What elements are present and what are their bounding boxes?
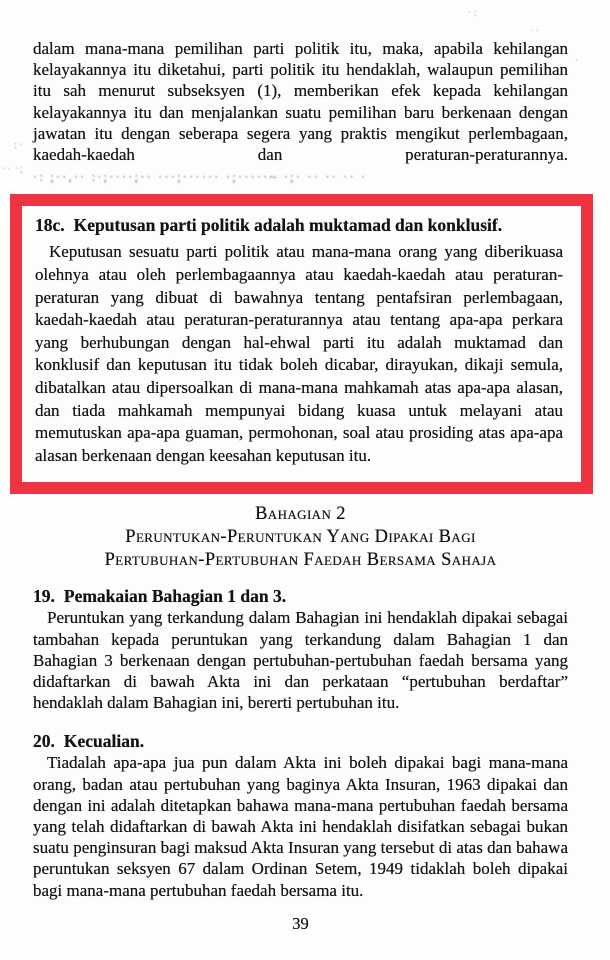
scan-speck: · · [530, 26, 540, 37]
section-18c-title: Keputusan parti politik adalah muktamad dan konklusif. [73, 215, 503, 236]
intro-paragraph-text: dalam mana-mana pemilihan parti politik itu, maka, apabila kehilangan kelayakannya itu diketahui, parti politik itu hendaklah, walaupun pemilihan itu sah menurut subseksyen (1), memberikan efek kepada kehilangan kelayakannya itu dan menjalankan suatu pemilihan baru berkenaan dengan jawatan itu dengan seberapa segera yang praktis mengikut perlembagaan, kaedah-kaedah dan peraturan-peraturannya. [33, 39, 568, 165]
section-18c-body: Keputusan sesuatu parti politik atau mana-mana orang yang diberikuasa olehnya atau oleh perlembagaannya atau kaedah-kaedah atau peraturan-peraturan yang dibuat di bawahnya tentang pentafsiran perlembagaan, kaedah-kaedah atau peraturan-peraturannya atau tentang apa-apa perkara yang berhubungan dengan hal-ehwal parti itu adalah muktamad dan konklusif dan keputusan itu tidak boleh dicabar, dirayukan, dikaji semula, dibatalkan atau dipersoalkan di mana-mana mahkamah atas apa-apa alasan, dan tiada mahkamah mempunyai bidang kuasa untuk melayani atau memutuskan apa-apa guaman, permohonan, soal atau prosiding atas apa-apa alasan berkenaan dengan keesahan keputusan itu. [35, 242, 563, 465]
scan-speck: · : [468, 8, 477, 19]
scan-smudge-left: ·· ·; [2, 163, 24, 175]
section-19-body: Peruntukan yang terkandung dalam Bahagian ini hendaklah dipakai sebagai tambahan kepada peruntukan yang terkandung dalam Bahagian 1 dan Bahagian 3 berkenaan dengan pertubuhan-pertubuhan faedah bersama yang didaftarkan di bawah Akta ini dan perkataan “pertubuhan berdaftar” hendaklah dalam Bahagian ini, bererti pertubuhan itu. [33, 608, 568, 713]
section-20-body: Tiadalah apa-apa jua pun dalam Akta ini boleh dipakai bagi mana-mana orang, badan atau pertubuhan yang baginya Akta Insuran, 1963 dipakai dan dengan ini adalah ditetapkan bahawa mana-mana pertubuhan faedah bersama yang telah didaftarkan di bawah Akta ini hendaklah disifatkan sebagai bukan suatu penginsuran bagi maksud Akta Insuran yang tersebut di atas dan bahawa peruntukan seksyen 67 dalam Ordinan Setem, 1949 tidaklah boleh dipakai bagi mana-mana pertubuhan faedah bersama itu. [33, 753, 568, 900]
part-heading [33, 503, 568, 572]
part-heading-line2: Peruntukan-Peruntukan Yang Dipakai Bagi [125, 527, 476, 548]
section-20-number: 20. [33, 731, 55, 752]
scan-smudge: ·: ;··,·· :·;····;·· ···;······ ·;·····~ ·;· ·· ·· ·· · [33, 169, 368, 185]
part-heading-line3: Pertubuhan-Pertubuhan Faedah Bersama Sahaja [104, 550, 497, 571]
section-20-heading [33, 730, 568, 752]
section-18c-heading [35, 214, 565, 236]
section-18c-number: 18c. [35, 215, 65, 236]
scan-speck: : · [14, 140, 23, 151]
page-number: 39 [292, 913, 309, 933]
part-heading-line1: Bahagian 2 [255, 504, 346, 525]
section-20-title: Kecualian. [63, 731, 145, 752]
section-19-heading [33, 585, 568, 607]
scan-speck: · [575, 56, 579, 67]
section-19-title: Pemakaian Bahagian 1 dan 3. [63, 586, 287, 607]
text-column [33, 0, 568, 187]
highlight-box [10, 194, 593, 494]
text-column-lower [33, 503, 568, 933]
intro-paragraph [33, 0, 568, 187]
section-19-number: 19. [33, 586, 55, 607]
